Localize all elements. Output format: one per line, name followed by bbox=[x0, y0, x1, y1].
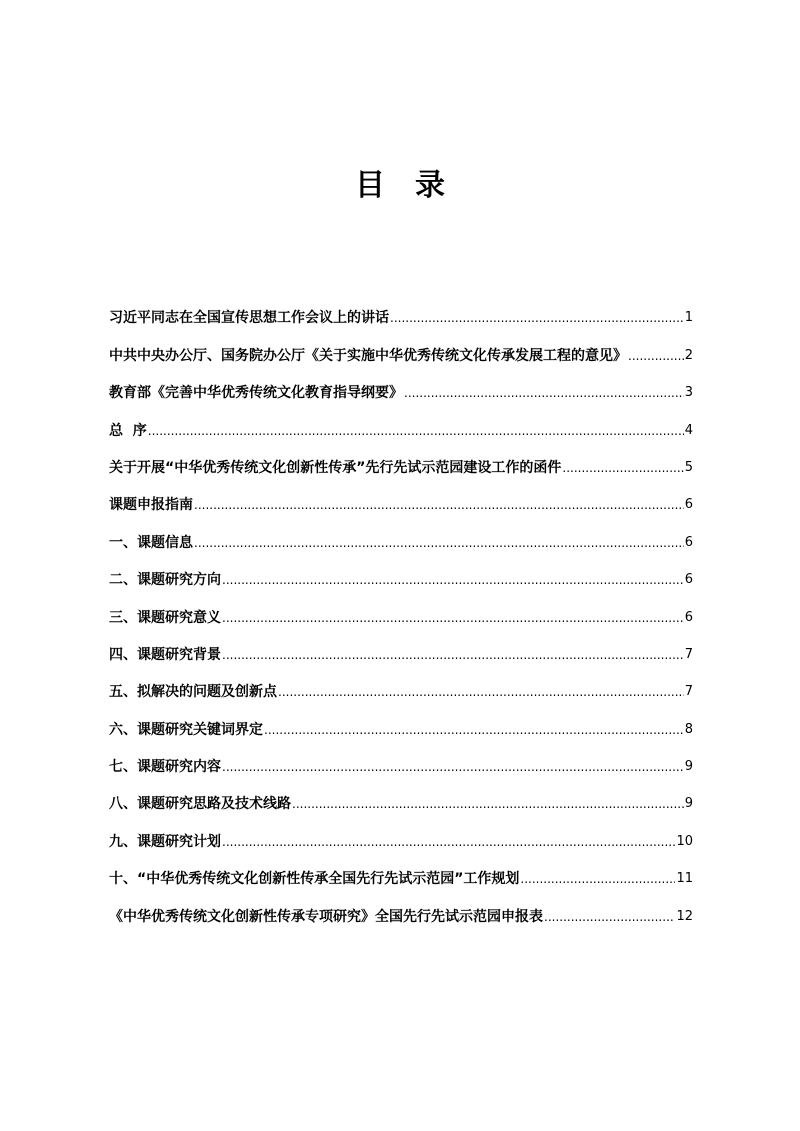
toc-leader-dots bbox=[628, 346, 684, 366]
toc-entry-label: 八、课题研究思路及技术线路 bbox=[109, 796, 291, 813]
toc-page-number: 12 bbox=[676, 908, 693, 924]
toc-entry[interactable] bbox=[109, 777, 693, 814]
toc-entry[interactable] bbox=[109, 889, 693, 926]
toc-leader-dots bbox=[278, 682, 684, 702]
toc-page-number: 9 bbox=[684, 796, 693, 812]
toc-entry-label: 六、课题研究关键词界定 bbox=[109, 721, 263, 738]
toc-page-number: 5 bbox=[684, 459, 693, 475]
toc-leader-dots bbox=[264, 720, 684, 740]
toc-leader-dots bbox=[194, 495, 684, 515]
toc-page-number: 10 bbox=[676, 833, 693, 849]
toc-entry[interactable] bbox=[109, 403, 693, 440]
toc-leader-dots bbox=[222, 570, 684, 590]
toc-page-number: 7 bbox=[684, 684, 693, 700]
toc-entry[interactable] bbox=[109, 852, 693, 889]
toc-page-number: 9 bbox=[684, 759, 693, 775]
toc-entry-label: 教育部《完善中华优秀传统文化教育指导纲要》 bbox=[109, 385, 403, 402]
toc-page-number: 6 bbox=[684, 572, 693, 588]
toc-leader-dots bbox=[404, 383, 684, 403]
toc-entry-label: 《中华优秀传统文化创新性传承专项研究》全国先行先试示范园申报表 bbox=[109, 908, 543, 925]
toc-entry[interactable] bbox=[109, 291, 693, 328]
toc-page-number: 8 bbox=[684, 721, 693, 737]
toc-entry-label: 中共中央办公厅、国务院办公厅《关于实施中华优秀传统文化传承发展工程的意见》 bbox=[109, 347, 627, 364]
toc-leader-dots bbox=[222, 832, 675, 852]
toc-entry[interactable] bbox=[109, 515, 693, 552]
table-of-contents bbox=[109, 291, 693, 927]
toc-entry-label: 总 序 bbox=[109, 422, 147, 439]
toc-leader-dots bbox=[520, 869, 675, 889]
toc-leader-dots bbox=[292, 794, 684, 814]
toc-leader-dots bbox=[390, 308, 684, 328]
toc-leader-dots bbox=[148, 421, 684, 441]
toc-entry-label: 课题申报指南 bbox=[109, 497, 193, 514]
toc-entry-label: 四、课题研究背景 bbox=[109, 646, 221, 663]
toc-entry[interactable] bbox=[109, 328, 693, 365]
toc-leader-dots bbox=[562, 458, 683, 478]
toc-leader-dots bbox=[222, 757, 684, 777]
toc-entry-label: 十、“中华优秀传统文化创新性传承全国先行先试示范园”工作规划 bbox=[109, 871, 520, 888]
toc-entry[interactable] bbox=[109, 814, 693, 851]
toc-entry[interactable] bbox=[109, 366, 693, 403]
toc-entry[interactable] bbox=[109, 590, 693, 627]
toc-leader-dots bbox=[194, 533, 684, 553]
toc-entry-label: 关于开展“中华优秀传统文化创新性传承”先行先试示范园建设工作的函件 bbox=[109, 459, 562, 476]
toc-entry-label: 九、课题研究计划 bbox=[109, 833, 221, 850]
toc-entry-label: 五、拟解决的问题及创新点 bbox=[109, 684, 277, 701]
toc-leader-dots bbox=[222, 608, 684, 628]
toc-entry[interactable] bbox=[109, 665, 693, 702]
toc-entry-label: 七、课题研究内容 bbox=[109, 759, 221, 776]
toc-page-number: 6 bbox=[684, 497, 693, 513]
toc-page-number: 6 bbox=[684, 534, 693, 550]
toc-page-number: 6 bbox=[684, 609, 693, 625]
toc-entry[interactable] bbox=[109, 628, 693, 665]
toc-page-number: 1 bbox=[684, 310, 693, 326]
toc-entry[interactable] bbox=[109, 478, 693, 515]
toc-page-number: 11 bbox=[676, 871, 693, 887]
toc-page-number: 2 bbox=[684, 347, 693, 363]
toc-entry-label: 二、课题研究方向 bbox=[109, 572, 221, 589]
toc-page-number: 7 bbox=[684, 646, 693, 662]
toc-entry-label: 习近平同志在全国宣传思想工作会议上的讲话 bbox=[109, 310, 389, 327]
toc-entry[interactable] bbox=[109, 740, 693, 777]
toc-entry[interactable] bbox=[109, 441, 693, 478]
title-char-2: 录 bbox=[415, 168, 445, 203]
toc-leader-dots bbox=[222, 645, 684, 665]
toc-entry[interactable] bbox=[109, 553, 693, 590]
page-title bbox=[0, 166, 800, 206]
toc-page-number: 3 bbox=[684, 385, 693, 401]
toc-page-number: 4 bbox=[684, 422, 693, 438]
title-char-1: 目 bbox=[355, 168, 385, 203]
toc-leader-dots bbox=[544, 907, 675, 927]
toc-entry-label: 一、课题信息 bbox=[109, 534, 193, 551]
toc-entry[interactable] bbox=[109, 702, 693, 739]
toc-entry-label: 三、课题研究意义 bbox=[109, 609, 221, 626]
